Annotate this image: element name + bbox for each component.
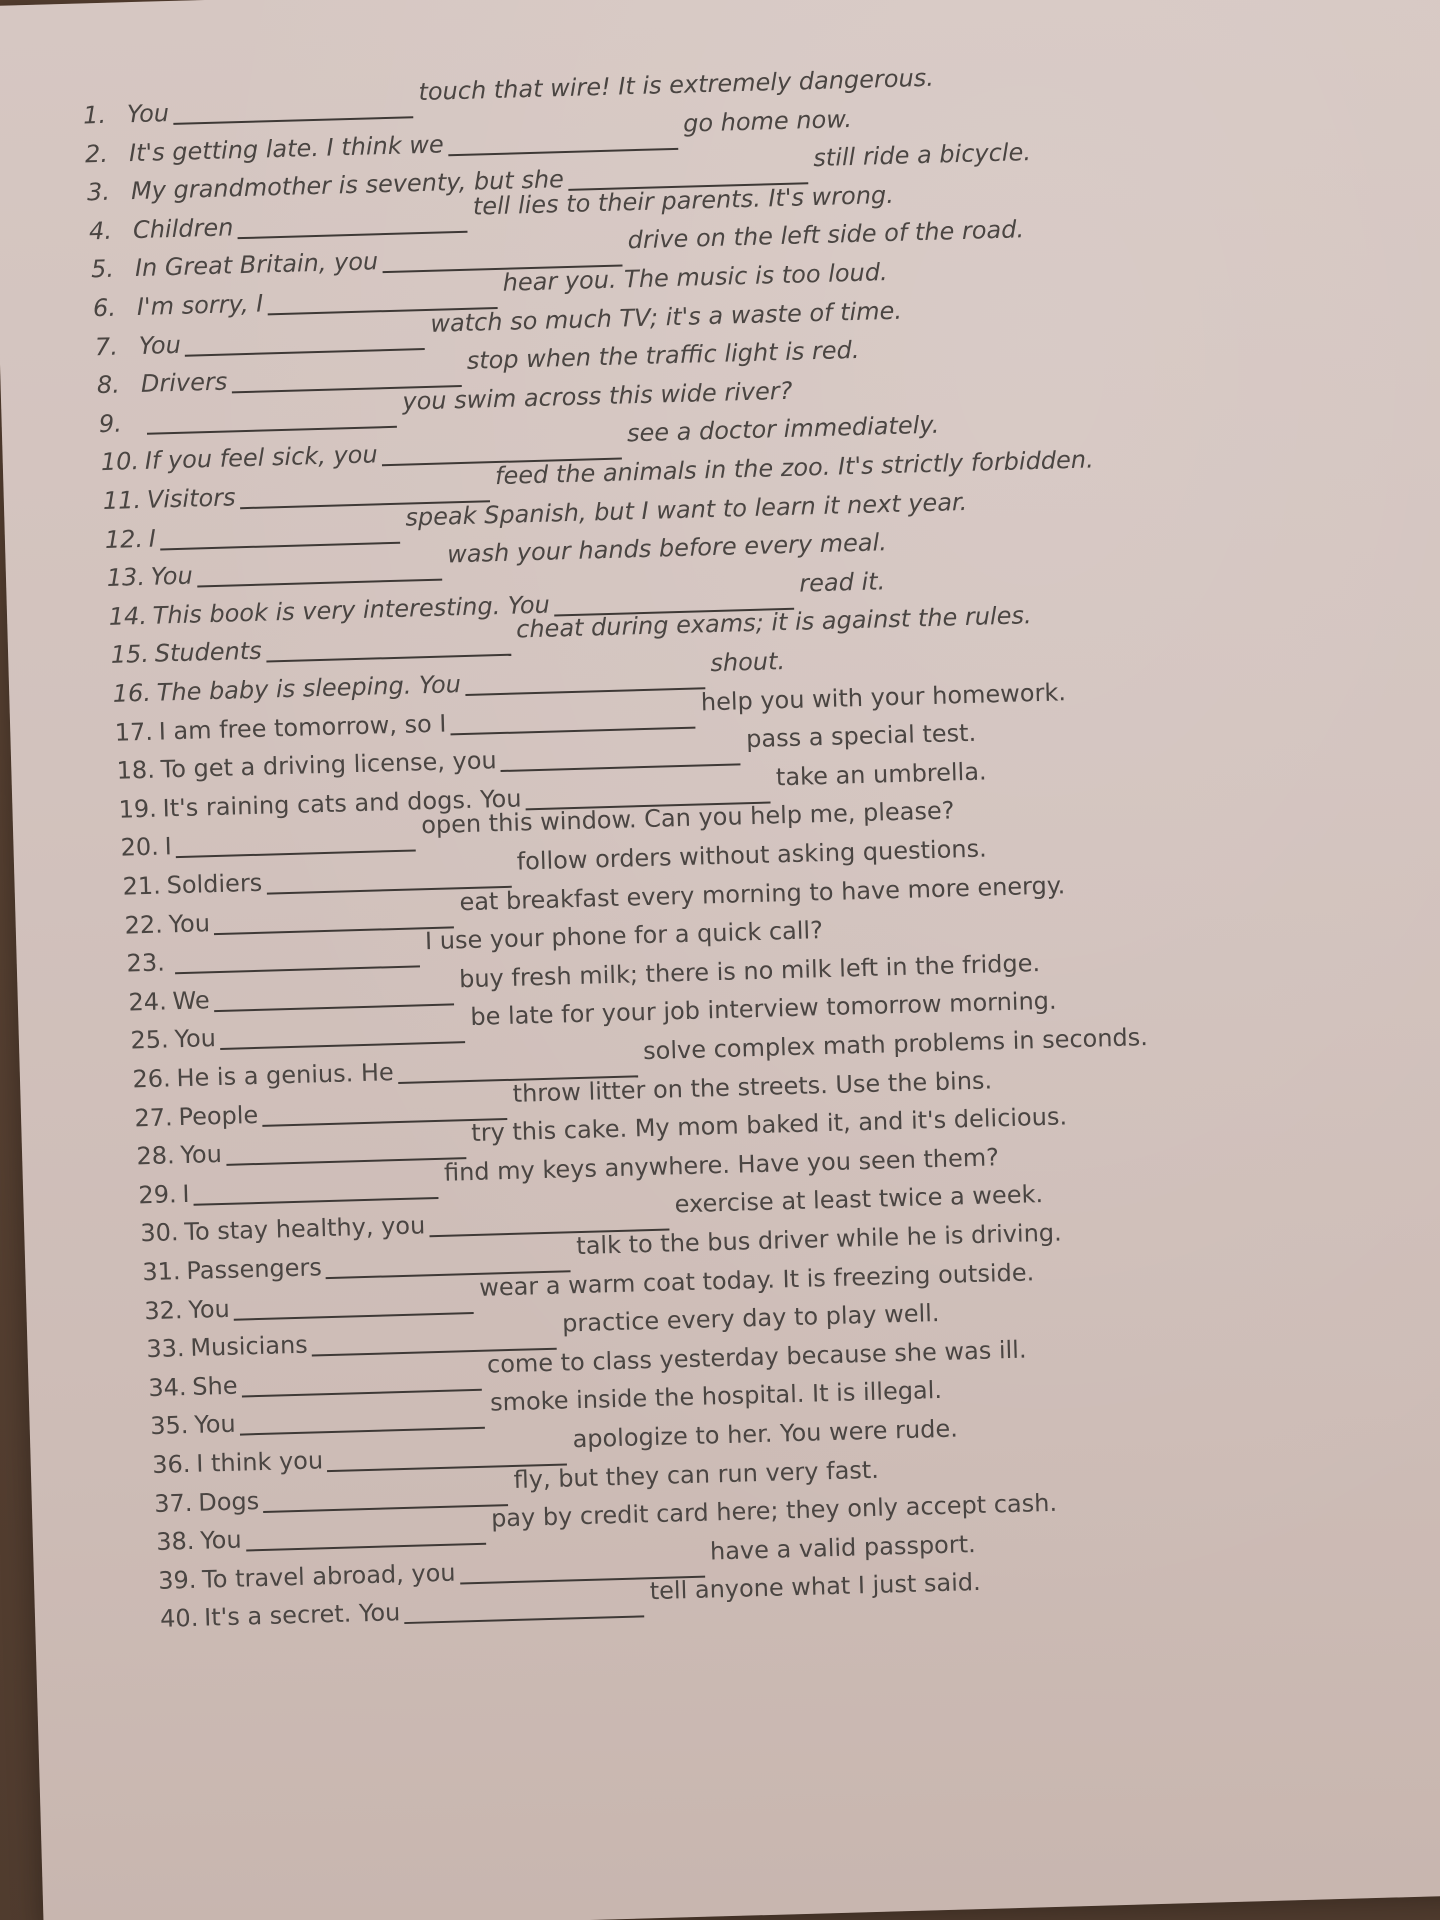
item-tail-text: touch that wire! It is extremely dangerous. bbox=[418, 63, 935, 107]
item-tail-text: wash your hands before every meal. bbox=[446, 528, 888, 569]
answer-blank[interactable] bbox=[447, 129, 677, 155]
answer-blank[interactable] bbox=[265, 636, 510, 663]
item-lead-text: Passengers bbox=[186, 1253, 323, 1286]
item-tail-text: have a valid passport. bbox=[709, 1529, 977, 1566]
item-tail-text: go home now. bbox=[682, 104, 853, 138]
item-number: 17. bbox=[114, 717, 154, 747]
item-tail-text: watch so much TV; it's a waste of time. bbox=[429, 296, 903, 338]
item-tail-text: you swim across this wide river? bbox=[401, 376, 793, 416]
item-tail-text: exercise at least twice a week. bbox=[674, 1180, 1044, 1219]
item-number: 35. bbox=[149, 1411, 189, 1441]
item-tail-text: practice every day to play well. bbox=[561, 1299, 940, 1338]
item-number: 20. bbox=[120, 833, 160, 863]
item-lead-text: You bbox=[174, 1024, 217, 1054]
item-tail-text: try this cake. My mom baked it, and it's delicious. bbox=[470, 1102, 1068, 1148]
item-lead-text: I'm sorry, I bbox=[136, 289, 264, 322]
item-number: 10. bbox=[100, 447, 140, 477]
item-tail-text: apologize to her. You were rude. bbox=[572, 1414, 959, 1454]
item-number: 24. bbox=[128, 987, 168, 1017]
item-number: 39. bbox=[157, 1565, 197, 1595]
item-number: 5. bbox=[90, 255, 115, 284]
item-lead-text: To stay healthy, you bbox=[184, 1211, 426, 1247]
item-tail-text: wear a warm coat today. It is freezing outside. bbox=[478, 1257, 1035, 1302]
item-number: 32. bbox=[143, 1295, 183, 1325]
item-lead-text: She bbox=[191, 1371, 238, 1401]
item-lead-text: You bbox=[138, 330, 182, 360]
answer-blank[interactable] bbox=[196, 561, 441, 588]
item-tail-text: speak Spanish, but I want to learn it next year. bbox=[405, 487, 968, 532]
item-lead-text: The baby is sleeping. You bbox=[156, 670, 462, 707]
item-lead-text: It's raining cats and dogs. You bbox=[162, 784, 522, 823]
item-tail-text: pass a special test. bbox=[745, 718, 977, 754]
item-number: 11. bbox=[102, 485, 142, 516]
item-lead-text: I bbox=[182, 1179, 190, 1208]
item-tail-text: take an umbrella. bbox=[775, 757, 987, 792]
answer-blank[interactable] bbox=[245, 1525, 485, 1552]
item-lead-text: Drivers bbox=[140, 367, 228, 399]
item-lead-text: He is a genius. He bbox=[176, 1058, 395, 1093]
item-lead-text: Dogs bbox=[197, 1486, 260, 1517]
item-tail-text: tell anyone what I just said. bbox=[649, 1568, 982, 1606]
item-tail-text: still ride a bicycle. bbox=[812, 138, 1032, 173]
item-tail-text: see a doctor immediately. bbox=[626, 411, 940, 448]
item-lead-text: My grandmother is seventy, but she bbox=[130, 165, 565, 206]
item-lead-text: Visitors bbox=[146, 483, 236, 514]
item-lead-text: In Great Britain, you bbox=[134, 247, 379, 283]
item-number: 38. bbox=[155, 1527, 195, 1557]
item-lead-text: To get a driving license, you bbox=[160, 746, 498, 784]
item-lead-text: You bbox=[187, 1294, 231, 1324]
item-tail-text: talk to the bus driver while he is driving. bbox=[575, 1218, 1063, 1261]
answer-blank[interactable] bbox=[214, 908, 454, 935]
item-tail-text: fly, but they can run very fast. bbox=[513, 1455, 880, 1494]
item-number: 18. bbox=[116, 755, 156, 785]
item-number: 37. bbox=[153, 1488, 193, 1518]
item-number: 40. bbox=[159, 1604, 199, 1634]
item-tail-text: help you with your homework. bbox=[700, 677, 1067, 717]
item-number: 26. bbox=[132, 1064, 172, 1094]
item-lead-text: Musicians bbox=[189, 1330, 309, 1363]
item-number: 29. bbox=[138, 1180, 177, 1210]
item-lead-text: Soldiers bbox=[166, 868, 263, 900]
item-number: 7. bbox=[94, 332, 119, 361]
item-number: 33. bbox=[145, 1334, 185, 1364]
answer-blank[interactable] bbox=[193, 1179, 438, 1206]
item-lead-text: You bbox=[150, 561, 194, 591]
item-tail-text: follow orders without asking questions. bbox=[516, 834, 987, 876]
item-lead-text: This book is very interesting. You bbox=[152, 590, 551, 630]
answer-blank[interactable] bbox=[263, 1486, 508, 1513]
item-number: 1. bbox=[82, 100, 107, 130]
item-tail-text: throw litter on the streets. Use the bins. bbox=[512, 1066, 993, 1108]
answer-blank[interactable] bbox=[173, 98, 413, 125]
item-tail-text: drive on the left side of the road. bbox=[627, 215, 1025, 255]
item-number: 4. bbox=[88, 216, 113, 246]
item-lead-text: People bbox=[178, 1100, 259, 1131]
answer-blank[interactable] bbox=[404, 1598, 644, 1625]
item-number: 9. bbox=[98, 409, 123, 438]
item-tail-text: come to class yesterday because she was ill. bbox=[486, 1335, 1027, 1379]
item-number: 34. bbox=[147, 1372, 187, 1402]
item-lead-text: Children bbox=[132, 213, 234, 244]
item-tail-text: tell lies to their parents. It's wrong. bbox=[472, 180, 895, 221]
item-lead-text: You bbox=[126, 99, 170, 129]
item-tail-text: stop when the traffic light is red. bbox=[466, 336, 860, 376]
item-number: 28. bbox=[136, 1141, 176, 1171]
item-tail-text: cheat during exams; it is against the rules. bbox=[515, 601, 1032, 644]
item-number: 14. bbox=[108, 601, 148, 631]
item-tail-text: find my keys anywhere. Have you seen them? bbox=[443, 1143, 1000, 1187]
answer-blank[interactable] bbox=[174, 948, 419, 975]
item-number: 19. bbox=[118, 794, 158, 824]
item-tail-text: shout. bbox=[710, 647, 786, 678]
item-number: 36. bbox=[151, 1449, 191, 1480]
item-number: 13. bbox=[106, 563, 146, 593]
answer-blank[interactable] bbox=[220, 1024, 465, 1051]
exercise-list bbox=[82, 63, 1243, 1634]
item-number: 6. bbox=[92, 293, 117, 323]
answer-blank[interactable] bbox=[239, 1409, 484, 1436]
answer-blank[interactable] bbox=[465, 669, 705, 696]
answer-blank[interactable] bbox=[450, 708, 695, 735]
item-number: 31. bbox=[142, 1257, 181, 1287]
item-tail-text: be late for your job interview tomorrow morning. bbox=[470, 987, 1057, 1032]
item-lead-text: You bbox=[168, 908, 211, 938]
item-number: 3. bbox=[86, 177, 111, 207]
item-lead-text: I am free tomorrow, so I bbox=[158, 709, 447, 746]
item-lead-text: You bbox=[193, 1410, 237, 1440]
item-tail-text: I use your phone for a quick call? bbox=[424, 916, 824, 956]
answer-blank[interactable] bbox=[500, 746, 740, 773]
item-lead-text: If you feel sick, you bbox=[144, 440, 378, 476]
item-lead-text: We bbox=[172, 986, 211, 1016]
item-lead-text: I think you bbox=[195, 1446, 324, 1478]
item-tail-text: smoke inside the hospital. It is illegal. bbox=[489, 1376, 943, 1417]
item-lead-text: It's a secret. You bbox=[203, 1598, 401, 1633]
item-tail-text: solve complex math problems in seconds. bbox=[642, 1023, 1149, 1066]
item-number: 8. bbox=[96, 370, 121, 400]
item-lead-text: Students bbox=[154, 637, 263, 669]
item-number: 23. bbox=[126, 948, 166, 978]
item-lead-text: To travel abroad, you bbox=[201, 1558, 456, 1594]
item-number: 15. bbox=[110, 640, 150, 670]
item-number: 2. bbox=[84, 139, 109, 168]
item-number: 16. bbox=[112, 678, 152, 708]
item-tail-text: hear you. The music is too loud. bbox=[502, 258, 888, 297]
item-tail-text: buy fresh milk; there is no milk left in the fridge. bbox=[458, 948, 1041, 994]
answer-blank[interactable] bbox=[237, 213, 467, 239]
answer-blank[interactable] bbox=[226, 1139, 466, 1166]
answer-blank[interactable] bbox=[185, 330, 425, 357]
item-tail-text: open this window. Can you help me, please? bbox=[420, 796, 955, 840]
item-lead-text: You bbox=[199, 1525, 242, 1555]
item-tail-text: read it. bbox=[798, 567, 886, 598]
item-lead-text: You bbox=[180, 1140, 223, 1170]
answer-blank[interactable] bbox=[147, 408, 397, 435]
answer-blank[interactable] bbox=[213, 985, 453, 1012]
item-lead-text: I bbox=[164, 832, 173, 861]
item-tail-text: feed the animals in the zoo. It's strictly forbidden. bbox=[494, 445, 1095, 491]
answer-blank[interactable] bbox=[160, 523, 400, 550]
item-number: 21. bbox=[122, 871, 162, 901]
item-number: 25. bbox=[130, 1025, 170, 1055]
item-number: 30. bbox=[140, 1218, 179, 1248]
item-tail-text: pay by credit card here; they only accept cash. bbox=[490, 1488, 1058, 1533]
answer-blank[interactable] bbox=[233, 1294, 473, 1321]
item-number: 22. bbox=[124, 910, 164, 940]
item-lead-text: I bbox=[148, 524, 157, 553]
item-tail-text: eat breakfast every morning to have more energy. bbox=[459, 870, 1066, 916]
item-lead-text: It's getting late. I think we bbox=[128, 129, 445, 167]
item-number: 27. bbox=[134, 1102, 174, 1132]
answer-blank[interactable] bbox=[175, 832, 415, 859]
item-number: 12. bbox=[104, 524, 144, 554]
answer-blank[interactable] bbox=[241, 1371, 481, 1398]
